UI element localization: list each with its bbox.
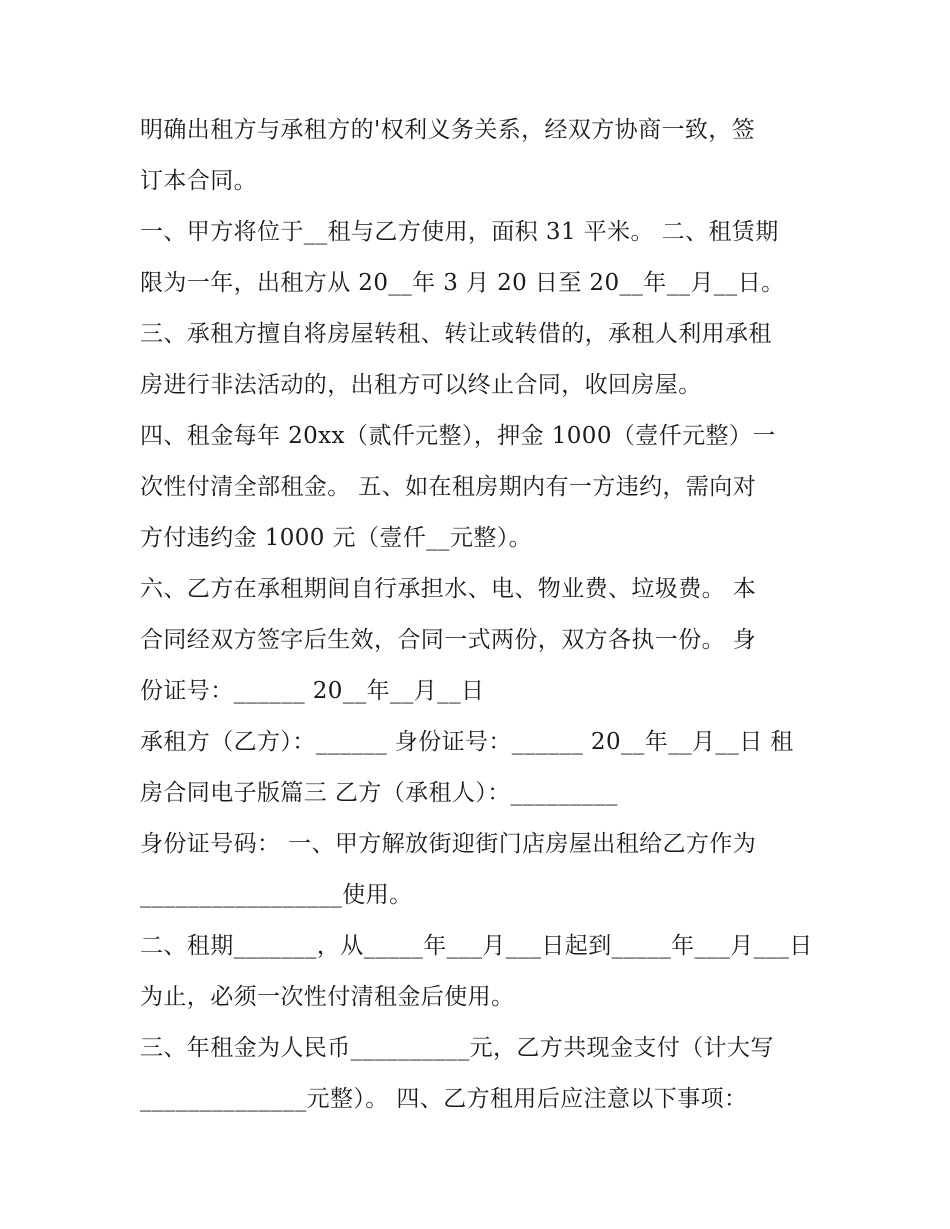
text-line: 为止，必须一次性付清租金后使用。 [140,984,515,1010]
text-line: ______________元整）。 四、乙方租用后应注意以下事项： [140,1086,748,1112]
text-line: 订本合同。 [140,168,257,194]
text-line: 房合同电子版篇三 乙方（承租人）：_________ [140,780,618,806]
text-line: 方付违约金 1000 元（壹仟__元整）。 [140,525,533,551]
text-line: 次性付清全部租金。 五、如在租房期内有一方违约，需向对 [140,474,757,500]
text-line: 份证号：______ 20__年__月__日 [140,678,485,704]
text-line: 房进行非法活动的，出租方可以终止合同，收回房屋。 [140,372,702,398]
text-line: 明确出租方与承租方的'权利义务关系，经双方协商一致，签 [140,117,756,143]
text-line: 六、乙方在承租期间自行承担水、电、物业费、垃圾费。 本 [140,576,757,602]
text-line: 三、年租金为人民币__________元，乙方共现金支付（计大写 [140,1035,774,1061]
text-line: _________________使用。 [140,882,413,908]
text-line: 二、租期_______，从_____年___月___日起到_____年___月___日 [140,933,813,959]
text-line: 限为一年，出租方从 20__年 3 月 20 日至 20__年__月__日。 [140,270,785,296]
text-line: 合同经双方签字后生效，合同一式两份，双方各执一份。 身 [140,627,757,653]
text-line: 四、租金每年 20xx（贰仟元整），押金 1000（壹仟元整）一 [140,423,776,449]
text-line: 三、承租方擅自将房屋转租、转让或转借的，承租人利用承租 [140,321,772,347]
text-line: 一、甲方将位于__租与乙方使用，面积 31 平米。 二、租赁期 [140,219,779,245]
text-line: 身份证号码： 一、甲方解放街迎街门店房屋出租给乙方作为 [140,831,757,857]
text-line: 承租方（乙方）：______ 身份证号：______ 20__年__月__日 租 [140,729,794,755]
contract-body [140,105,820,1125]
